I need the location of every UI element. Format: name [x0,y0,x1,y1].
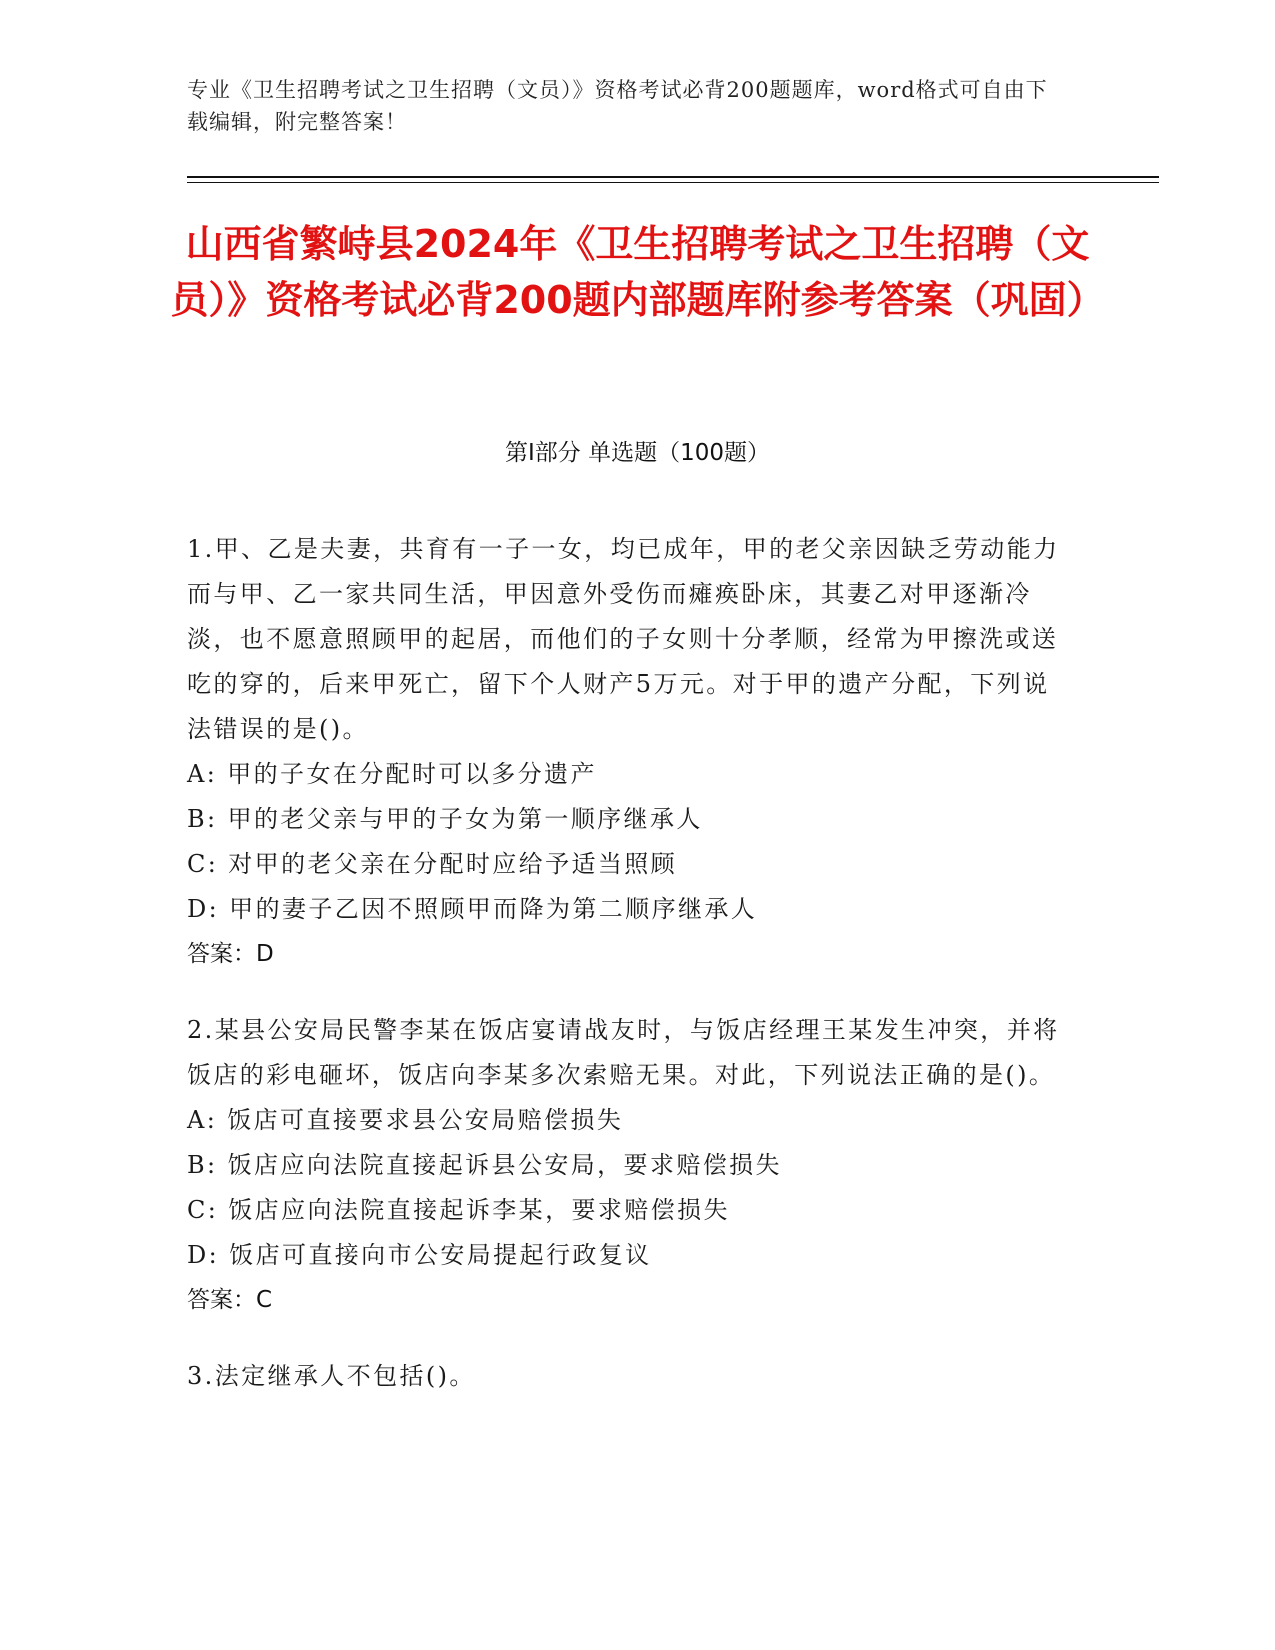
question-2 [187,1008,1067,1323]
document-title: 山西省繁峙县2024年《卫生招聘考试之卫生招聘（文员）》资格考试必背200题内部题库附参考答案（巩固） [170,222,1105,322]
option-text: 甲的妻子乙因不照顾甲而降为第二顺序继承人 [229,895,758,923]
option-text: 饭店可直接向市公安局提起行政复议 [229,1241,652,1269]
section-heading: 第Ⅰ部分 单选题（100题） [505,440,770,466]
option-b [187,797,1067,842]
question-3 [187,1354,1067,1399]
option-d [187,1233,1067,1278]
option-b [187,1143,1067,1188]
option-key: B: [187,1151,218,1179]
option-key: D: [187,895,220,923]
option-text: 对甲的老父亲在分配时应给予适当照顾 [228,850,678,878]
option-text: 甲的子女在分配时可以多分遗产 [227,760,597,788]
option-key: A: [187,1106,218,1134]
option-a [187,1098,1067,1143]
option-c [187,1188,1067,1233]
header-divider-thick [187,176,1159,178]
question-stem: 2.某县公安局民警李某在饭店宴请战友时，与饭店经理王某发生冲突，并将饭店的彩电砸坏，饭店向李某多次索赔无果。对此，下列说法正确的是()。 [187,1016,1060,1089]
question-stem: 3.法定继承人不包括()。 [187,1362,476,1390]
question-stem: 1.甲、乙是夫妻，共育有一子一女，均已成年，甲的老父亲因缺乏劳动能力而与甲、乙一家共同生活，甲因意外受伤而瘫痪卧床，其妻乙对甲逐渐冷淡，也不愿意照顾甲的起居，而他们的子女则十分孝顺，经常为甲擦洗或送吃的穿的，后来甲死亡，留下个人财产5万元。对于甲的遗产分配，下列说法错误的是()。 [187,535,1060,743]
option-d [187,887,1067,932]
option-a [187,752,1067,797]
option-text: 饭店可直接要求县公安局赔偿损失 [227,1106,624,1134]
question-list [187,527,1067,1430]
answer-line: 答案：D [187,941,274,967]
option-key: C: [187,1196,219,1224]
option-text: 饭店应向法院直接起诉李某，要求赔偿损失 [228,1196,730,1224]
option-key: B: [187,805,218,833]
option-text: 饭店应向法院直接起诉县公安局，要求赔偿损失 [227,1151,782,1179]
header-note: 专业《卫生招聘考试之卫生招聘（文员）》资格考试必背200题题库，word格式可自由下载编辑，附完整答案！ [187,78,1048,134]
option-text: 甲的老父亲与甲的子女为第一顺序继承人 [227,805,703,833]
option-key: C: [187,850,219,878]
question-1 [187,527,1067,977]
option-key: A: [187,760,218,788]
option-c [187,842,1067,887]
answer-line: 答案：C [187,1287,273,1313]
option-key: D: [187,1241,220,1269]
header-divider-thin [187,182,1159,183]
